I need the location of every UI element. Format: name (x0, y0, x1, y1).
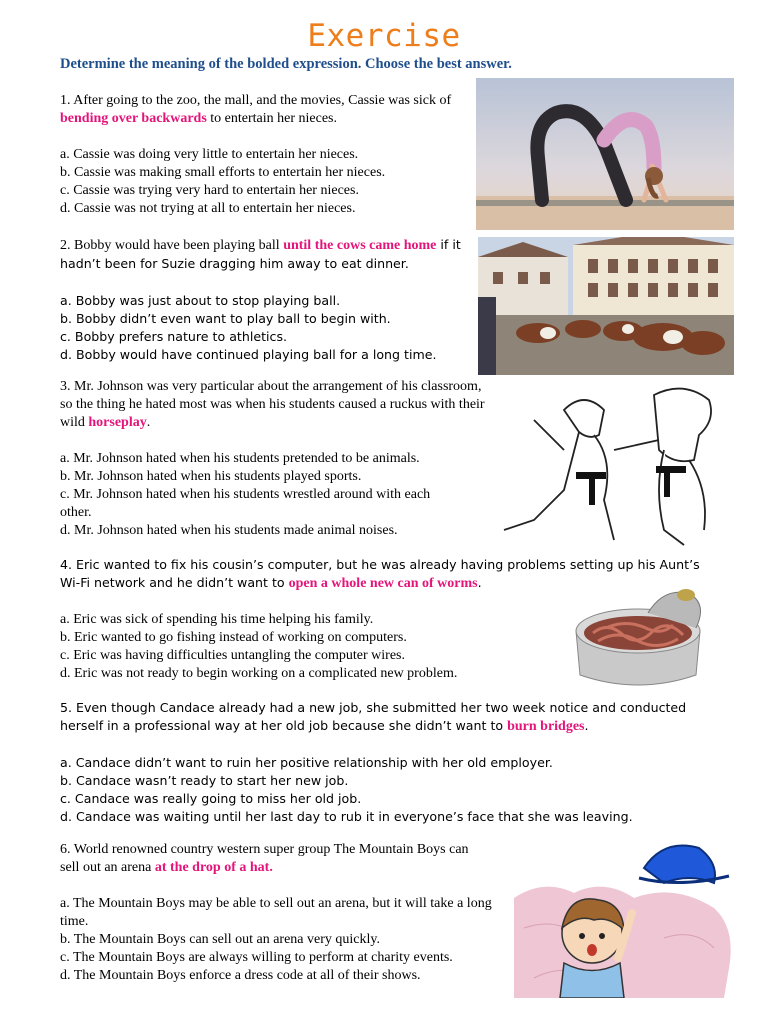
option-3d: d. Mr. Johnson hated when his students made animal noises. (60, 523, 398, 538)
option-6d: d. The Mountain Boys enforce a dress code at all of their shows. (60, 968, 421, 983)
question-5-stem: 5. Even though Candace already had a new job, she submitted her two week notice and conducted herself in a professional way at her old job because she didn’t want to burn bridges. (60, 700, 687, 734)
yoga-backbend-photo (476, 78, 734, 230)
option-5a: a. Candace didn’t want to ruin her positive relationship with her old employer. (60, 755, 553, 770)
question-1-stem: 1. After going to the zoo, the mall, and the movies, Cassie was sick of bending over backwards to entertain her nieces. (60, 93, 452, 126)
question-3-stem: 3. Mr. Johnson was very particular about the arrangement of his classroom, so the thing he hated most was when his students caused a ruckus with their wild horseplay. (60, 379, 485, 430)
question-6-expression: at the drop of a hat. (154, 860, 273, 875)
cows-parade-photo (478, 237, 734, 375)
page-title: Exercise (307, 18, 461, 54)
option-6b: b. The Mountain Boys can sell out an arena very quickly. (60, 932, 380, 947)
option-2c: c. Bobby prefers nature to athletics. (60, 329, 288, 344)
question-6-stem: 6. World renowned country western super group The Mountain Boys can sell out an arena at the drop of a hat. (60, 842, 469, 875)
option-4d: d. Eric was not ready to begin working on a complicated new problem. (60, 666, 458, 681)
option-2b: b. Bobby didn’t even want to play ball to begin with. (60, 311, 391, 326)
instructions: Determine the meaning of the bolded expression. Choose the best answer. (60, 56, 512, 72)
boy-hat-cartoon (514, 838, 736, 998)
option-2a: a. Bobby was just about to stop playing ball. (60, 293, 341, 308)
option-1b: b. Cassie was making small efforts to entertain her nieces. (60, 165, 386, 180)
option-5c: c. Candace was really going to miss her old job. (60, 791, 362, 806)
question-5-expression: burn bridges (507, 719, 585, 734)
question-4-stem: 4. Eric wanted to fix his cousin’s computer, but he was already having problems setting up his Aunt’s Wi-Fi network and he didn’t want to open a whole new can of worms. (60, 557, 700, 591)
option-1c: c. Cassie was trying very hard to entertain her nieces. (60, 183, 359, 198)
option-5b: b. Candace wasn’t ready to start her new job. (60, 773, 349, 788)
option-1d: d. Cassie was not trying at all to entertain her nieces. (60, 201, 356, 216)
question-3-expression: horseplay (88, 415, 147, 430)
option-5d: d. Candace was waiting until her last day to rub it in everyone’s face that she was leaving. (60, 809, 633, 824)
question-6 (60, 841, 500, 985)
option-4a: a. Eric was sick of spending his time helping his family. (60, 612, 374, 627)
option-6a: a. The Mountain Boys may be able to sell out an arena, but it will take a long time. (60, 896, 492, 929)
question-4-expression: open a whole new can of worms (288, 576, 478, 591)
question-1-expression: bending over backwards (60, 111, 207, 126)
option-3b: b. Mr. Johnson hated when his students played sports. (60, 469, 362, 484)
question-3 (60, 378, 485, 540)
option-3a: a. Mr. Johnson hated when his students pretended to be animals. (60, 451, 420, 466)
question-2-stem: 2. Bobby would have been playing ball until the cows came home if it hadn’t been for Suzie dragging him away to eat dinner. (60, 237, 461, 271)
question-2 (60, 236, 475, 364)
option-2d: d. Bobby would have continued playing ball for a long time. (60, 347, 437, 362)
option-6c: c. The Mountain Boys are always willing to perform at charity events. (60, 950, 453, 965)
question-5 (60, 699, 710, 826)
question-2-expression: until the cows came home (283, 238, 437, 253)
option-4b: b. Eric wanted to go fishing instead of working on computers. (60, 630, 407, 645)
question-1 (60, 92, 470, 218)
horseplay-karate-drawing (494, 380, 736, 552)
option-3c: c. Mr. Johnson hated when his students wrestled around with each other. (60, 487, 431, 520)
can-of-worms-photo (568, 583, 718, 697)
option-1a: a. Cassie was doing very little to entertain her nieces. (60, 147, 359, 162)
option-4c: c. Eric was having difficulties untangling the computer wires. (60, 648, 405, 663)
